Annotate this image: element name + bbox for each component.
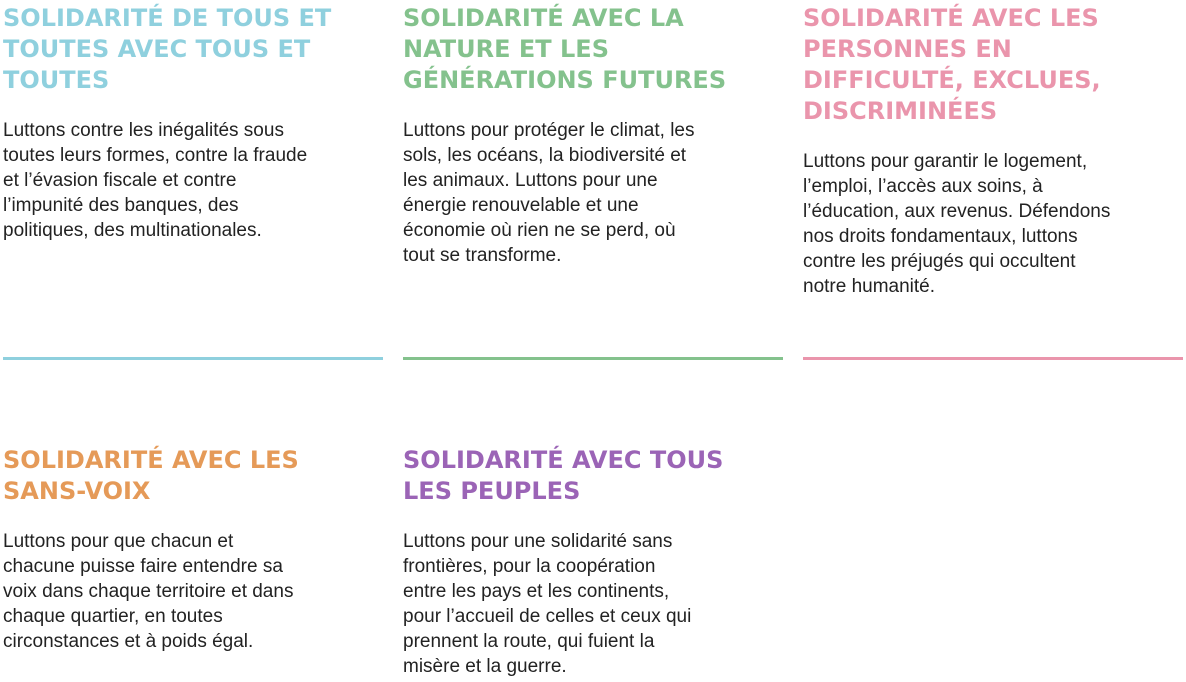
card-body-line: entre les pays et les continents,	[403, 581, 670, 602]
card-solidarite-nature	[403, 3, 783, 268]
card-title-line: LES PEUPLES	[403, 477, 581, 505]
card-title-line: TOUTES AVEC TOUS ET	[3, 35, 311, 63]
card-title-line: PERSONNES EN	[803, 35, 1012, 63]
card-body	[3, 118, 383, 243]
divider-green	[403, 357, 783, 360]
card-title-line: SOLIDARITÉ DE TOUS ET	[3, 4, 332, 32]
divider-pink	[803, 357, 1183, 360]
card-solidarite-sans-voix	[3, 445, 383, 654]
card-body-line: énergie renouvelable et une	[403, 195, 639, 216]
card-body-line: misère et la guerre.	[403, 656, 567, 677]
card-body-line: économie où rien ne se perd, où	[403, 220, 676, 241]
card-body	[403, 118, 783, 268]
card-title-line: SOLIDARITÉ AVEC LA	[403, 4, 684, 32]
card-body-line: chacune puisse faire entendre sa	[3, 556, 283, 577]
card-body-line: sols, les océans, la biodiversité et	[403, 145, 687, 166]
card-body-line: tout se transforme.	[403, 245, 562, 266]
card-body	[403, 529, 783, 679]
card-solidarite-peuples	[403, 445, 783, 679]
card-body-line: prennent la route, qui fuient la	[403, 631, 655, 652]
card-body-line: nos droits fondamentaux, luttons	[803, 226, 1078, 247]
card-body-line: chaque quartier, en toutes	[3, 606, 223, 627]
divider-blue	[3, 357, 383, 360]
card-body-line: l’emploi, l’accès aux soins, à	[803, 176, 1043, 197]
card-title	[403, 3, 783, 96]
card-title-line: NATURE ET LES	[403, 35, 609, 63]
card-body-line: l’éducation, aux revenus. Défendons	[803, 201, 1111, 222]
card-body-line: les animaux. Luttons pour une	[403, 170, 658, 191]
card-title	[3, 3, 383, 96]
card-title-line: DISCRIMINÉES	[803, 97, 998, 125]
card-body-line: toutes leurs formes, contre la fraude	[3, 145, 308, 166]
card-title-line: DIFFICULTÉ, EXCLUES,	[803, 66, 1101, 94]
card-title-line: SOLIDARITÉ AVEC LES	[3, 446, 299, 474]
card-body-line: l’impunité des banques, des	[3, 195, 239, 216]
card-body-line: politiques, des multinationales.	[3, 220, 262, 241]
card-body-line: contre les préjugés qui occultent	[803, 251, 1076, 272]
card-body-line: notre humanité.	[803, 276, 936, 297]
card-body-line: Luttons pour garantir le logement,	[803, 151, 1088, 172]
card-body	[803, 149, 1183, 299]
card-body-line: et l’évasion fiscale et contre	[3, 170, 237, 191]
card-solidarite-personnes	[803, 3, 1183, 299]
card-body-line: voix dans chaque territoire et dans	[3, 581, 294, 602]
card-title-line: GÉNÉRATIONS FUTURES	[403, 66, 727, 94]
card-body	[3, 529, 383, 654]
card-title	[803, 3, 1183, 127]
card-body-line: frontières, pour la coopération	[403, 556, 656, 577]
card-body-line: Luttons pour une solidarité sans	[403, 531, 673, 552]
card-body-line: circonstances et à poids égal.	[3, 631, 254, 652]
card-body-line: Luttons pour que chacun et	[3, 531, 234, 552]
card-title-line: TOUTES	[3, 66, 110, 94]
card-solidarite-tous	[3, 3, 383, 243]
card-body-line: Luttons pour protéger le climat, les	[403, 120, 695, 141]
card-title-line: SOLIDARITÉ AVEC LES	[803, 4, 1099, 32]
card-body-line: pour l’accueil de celles et ceux qui	[403, 606, 692, 627]
card-title	[3, 445, 383, 507]
card-body-line: Luttons contre les inégalités sous	[3, 120, 284, 141]
card-title-line: SOLIDARITÉ AVEC TOUS	[403, 446, 724, 474]
card-title-line: SANS-VOIX	[3, 477, 151, 505]
card-title	[403, 445, 783, 507]
